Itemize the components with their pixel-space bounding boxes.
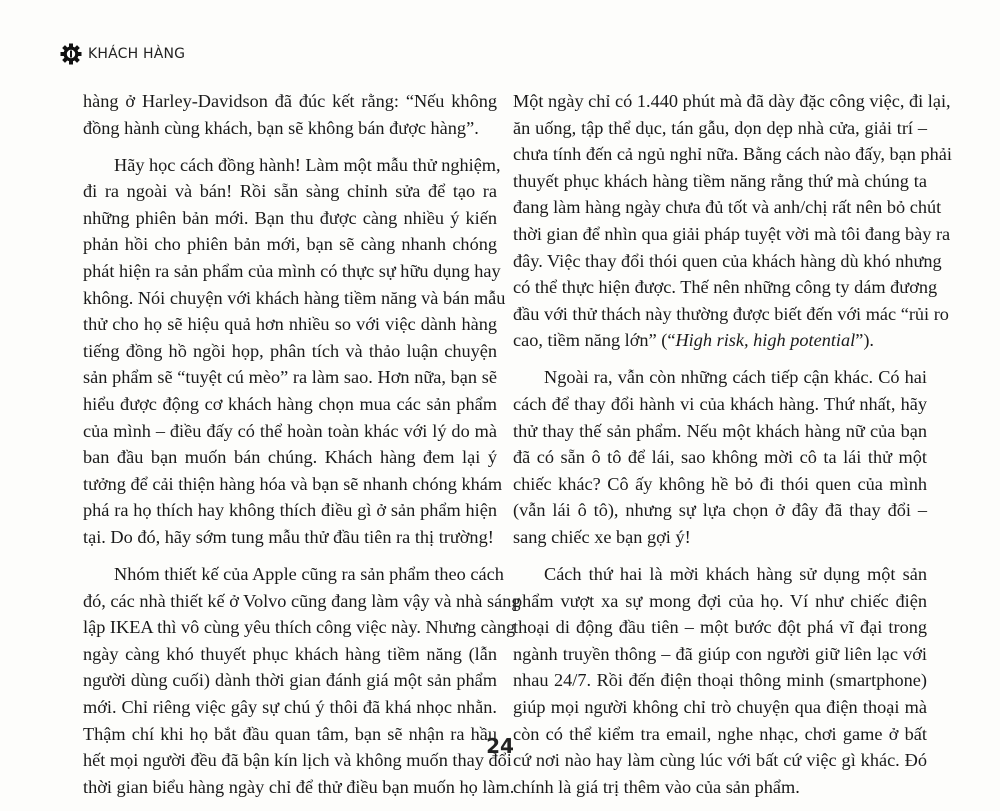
- text-line: sang chiếc xe bạn gợi ý!: [513, 527, 691, 547]
- text-line: Một ngày chỉ có 1.440 phút mà đã dày đặc công việc, đi lại,: [513, 91, 951, 111]
- text-line: ăn uống, tập thể dục, tán gẫu, dọn dẹp nhà cửa, giải trí –: [513, 117, 927, 138]
- text-line: Ngoài ra, vẫn còn những cách tiếp cận khác. Có hai: [544, 367, 927, 388]
- text-line: Thậm chí khi họ bắt đầu quan tâm, bạn sẽ nhận ra hầu: [83, 723, 497, 744]
- text-line: phá ra họ thích hay không thích điều gì ở sản phẩm hiện: [83, 500, 497, 521]
- text-line: người dùng cuối) dành thời gian đánh giá một sản phẩm: [83, 670, 497, 691]
- text-line: tại. Do đó, hãy sớm tung mẫu thử đầu tiên ra thị trường!: [83, 527, 494, 547]
- text-line: có thể thực hiện được. Thế nên những công ty dám đương: [513, 277, 938, 298]
- text-line: hết mọi người đều đã bận kín lịch và không muốn thay đổi: [83, 750, 512, 771]
- text-line: đi ra ngoài và bán! Rồi sẵn sàng chỉnh sửa để tạo ra: [83, 181, 497, 202]
- text-line: đầu với thử thách này thường được biết đến với mác “rủi ro: [513, 303, 949, 324]
- gear-icon: [60, 43, 82, 65]
- text-line: thời gian biểu hàng ngày chỉ để thử điều bạn muốn họ làm.: [83, 776, 515, 797]
- text-line: thời gian để nhìn qua giải pháp tuyệt vời mà tôi đang bày ra: [513, 223, 951, 244]
- text-line: nhau 24/7. Rồi đến điện thoại thông minh (smartphone): [513, 670, 927, 691]
- text-line: chưa tính đến cả ngủ nghỉ nữa. Bằng cách nào đấy, bạn phải: [513, 144, 952, 165]
- text-line: cao, tiềm năng lớn” (“High risk, high potential”).: [513, 330, 874, 351]
- running-header: [60, 43, 185, 65]
- text-line: lập IKEA thì vô cùng yêu thích công việc này. Nhưng càng: [83, 617, 516, 638]
- paragraph: [513, 88, 952, 354]
- text-line: hàng ở Harley-Davidson đã đúc kết rằng: “Nếu không: [83, 91, 497, 111]
- right-text-column: [513, 88, 952, 811]
- text-line: đồng hành cùng khách, bạn sẽ không bán được hàng”.: [83, 117, 479, 138]
- chapter-title: KHÁCH HÀNG: [88, 46, 186, 62]
- text-line: cách để thay đổi hành vi của khách hàng. Thứ nhất, hãy: [513, 394, 927, 415]
- text-line: thử cho họ sẽ hiệu quả hơn nhiều so với việc dành hàng: [83, 314, 497, 335]
- text-line: giúp mọi người không chỉ trò chuyện qua điện thoại mà: [513, 697, 927, 718]
- text-line: đó, các nhà thiết kế ở Volvo cũng đang làm vậy và nhà sáng: [83, 590, 521, 611]
- text-line: Nhóm thiết kế của Apple cũng ra sản phẩm theo cách: [114, 564, 504, 585]
- paragraph: [83, 88, 497, 141]
- text-line: chiếc khác? Cô ấy không hề bỏ đi thói quen của mình: [513, 473, 927, 494]
- text-line: thoại di động đầu tiên – một bước đột phá vĩ đại trong: [513, 617, 927, 638]
- text-line: phẩm vượt xa sự mong đợi của họ. Ví như chiếc điện: [513, 590, 927, 611]
- text-line: chính là giá trị thêm vào của sản phẩm.: [513, 776, 800, 797]
- text-line: không. Nói chuyện với khách hàng tiềm năng và bán mẫu: [83, 287, 506, 308]
- text-line: Cách thứ hai là mời khách hàng sử dụng một sản: [544, 564, 927, 585]
- text-line: thuyết phục khách hàng tiềm năng rằng thứ mà chúng ta: [513, 170, 927, 191]
- text-line: sản phẩm sẽ “tuyệt cú mèo” ra làm sao. Hơn nữa, bạn sẽ: [83, 367, 497, 388]
- text-line: Hãy học cách đồng hành! Làm một mẫu thử nghiệm,: [114, 154, 501, 175]
- text-line: hiểu được động cơ khách hàng chọn mua các sản phẩm: [83, 394, 497, 415]
- text-line: đã có sẵn ô tô để lái, sao không mời cô ta lái thử một: [513, 447, 927, 468]
- text-line: ban đầu bạn muốn bán chúng. Khách hàng đem lại ý: [83, 447, 497, 468]
- text-line: tiếng đồng hồ ngồi họp, phân tích và thảo luận chuyện: [83, 340, 497, 361]
- text-line: cứ nơi nào hay làm cùng lúc với bất cứ việc gì khác. Đó: [513, 750, 927, 771]
- text-line: ngày càng khó thuyết phục khách hàng tiềm năng (lẫn: [83, 643, 497, 664]
- text-line: (vẫn lái ô tô), nhưng sự lựa chọn ở đây đã thay đổi –: [513, 500, 927, 521]
- text-line: ngành truyền thông – đã giúp con người giữ liên lạc với: [513, 643, 927, 664]
- text-line: còn có thể kiểm tra email, nghe nhạc, chơi game ở bất: [513, 723, 927, 744]
- page-number: 24: [486, 734, 514, 758]
- text-line: thử thay thế sản phẩm. Nếu một khách hàng nữ của bạn: [513, 420, 927, 441]
- paragraph: [513, 364, 927, 550]
- italic-phrase: High risk, high potential: [675, 330, 856, 351]
- text-line: phát hiện ra sản phẩm của mình có thực sự hữu dụng hay: [83, 261, 501, 282]
- text-line: của mình – điều đấy có thể hoàn toàn khác với lý do mà: [83, 420, 497, 441]
- text-line: mới. Chỉ riêng việc gây sự chú ý thôi đã khá nhọc nhằn.: [83, 697, 497, 718]
- paragraph: [83, 152, 506, 551]
- text-line: tưởng để cải thiện hàng hóa và bạn sẽ nhanh chóng khám: [83, 473, 503, 494]
- text-line: đang làm hàng ngày chưa đủ tốt và anh/chị rất nên bỏ chút: [513, 197, 942, 218]
- paragraph: [513, 561, 927, 800]
- text-line: đây. Việc thay đổi thói quen của khách hàng dù khó nhưng: [513, 250, 942, 271]
- text-line: những phiên bản mới. Bạn thu được càng nhiều ý kiến: [83, 207, 497, 228]
- text-line: phản hồi cho phiên bản mới, bạn sẽ càng nhanh chóng: [83, 234, 497, 255]
